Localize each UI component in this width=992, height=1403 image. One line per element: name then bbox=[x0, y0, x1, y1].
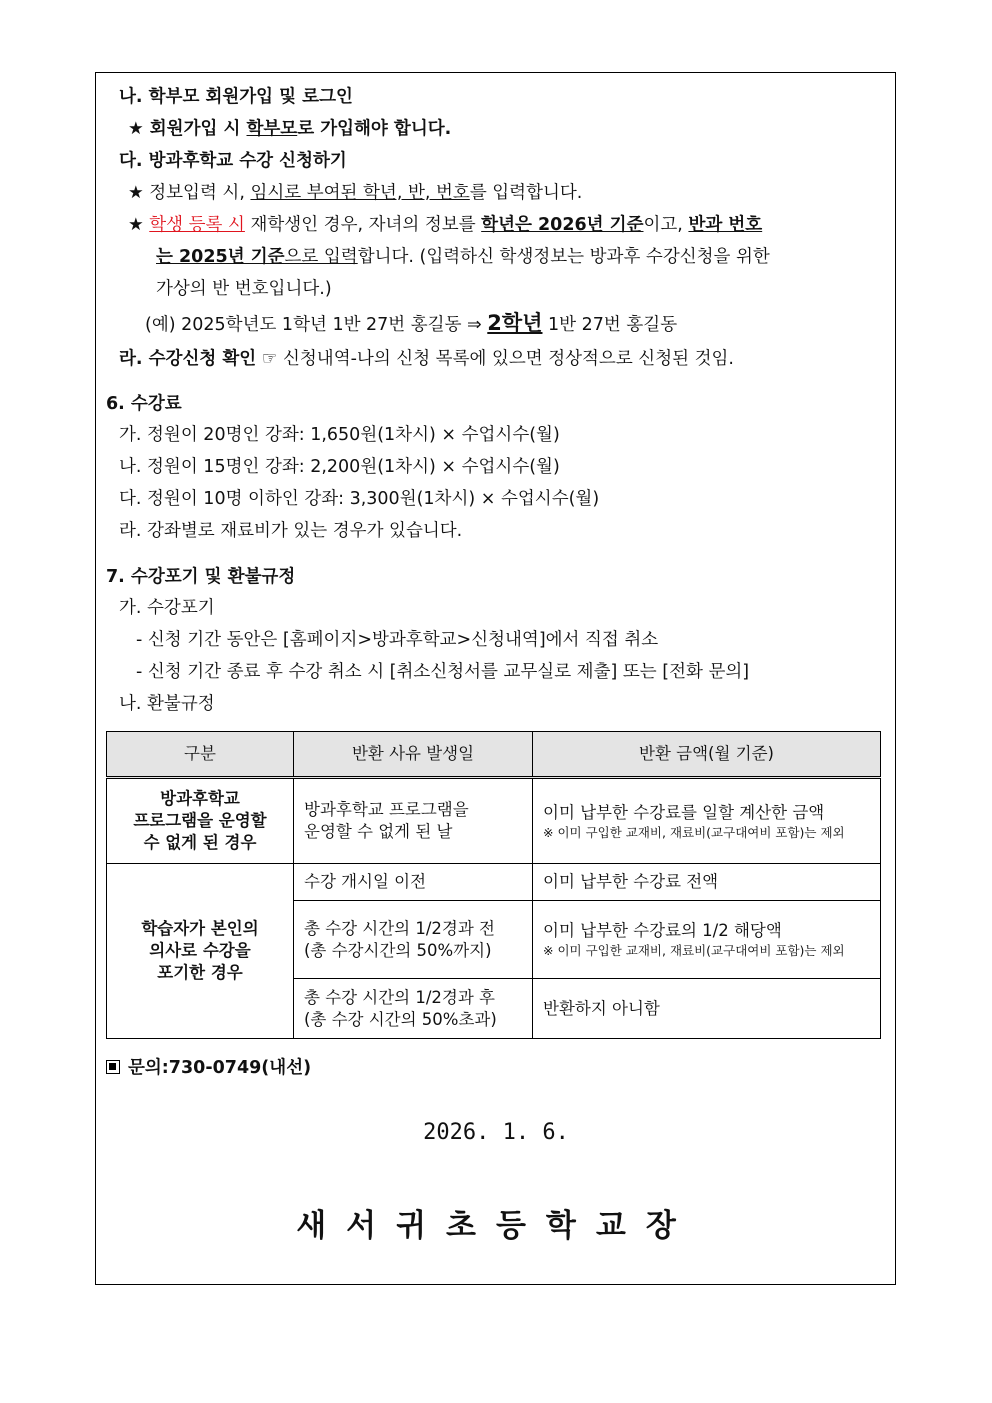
refund-table bbox=[106, 731, 881, 1039]
fee-item: 라. 강좌별로 재료비가 있는 경우가 있습니다. bbox=[119, 521, 463, 541]
document-date: 2026. 1. 6. bbox=[423, 1120, 569, 1145]
section-ra: 라. 수강신청 확인 ☞ 신청내역-나의 신청 목록에 있으면 정상적으로 신청된 것임. bbox=[119, 349, 734, 369]
fee-item: 나. 정원이 15명인 강좌: 2,200원(1차시) × 수업시수(월) bbox=[119, 457, 560, 477]
table-row bbox=[107, 778, 881, 864]
section7-title: 7. 수강포기 및 환불규정 bbox=[106, 567, 296, 587]
table-header: 반환 금액(월 기준) bbox=[533, 732, 881, 778]
section-da-star2-line2: 는 2025년 기준으로 입력합니다. (입력하신 학생정보는 방과후 수강신청을 위한 bbox=[156, 247, 770, 267]
refund-amount: 이미 납부한 수강료 전액 bbox=[533, 864, 881, 901]
table-header: 구분 bbox=[107, 732, 294, 778]
table-header-row bbox=[107, 732, 881, 778]
fee-item: 가. 정원이 20명인 강좌: 1,650원(1차시) × 수업시수(월) bbox=[119, 425, 560, 445]
refund-reason: 총 수강 시간의 1/2경과 전 (총 수강시간의 50%까지) bbox=[294, 901, 533, 979]
refund-amount-cell bbox=[533, 778, 881, 864]
section-na-title: 나. 학부모 회원가입 및 로그인 bbox=[119, 87, 353, 107]
section6-title: 6. 수강료 bbox=[106, 394, 182, 414]
refund-note: ※ 이미 구입한 교재비, 재료비(교구대여비 포함)는 제외 bbox=[543, 824, 845, 840]
square-bullet-icon bbox=[106, 1060, 120, 1074]
table-row bbox=[107, 864, 881, 901]
group-label: 방과후학교 프로그램을 운영할 수 없게 된 경우 bbox=[107, 778, 294, 864]
refund-note: ※ 이미 구입한 교재비, 재료비(교구대여비 포함)는 제외 bbox=[543, 943, 845, 958]
refund-reason: 방과후학교 프로그램을 운영할 수 없게 된 날 bbox=[294, 778, 533, 864]
refund-reason: 수강 개시일 이전 bbox=[294, 864, 533, 901]
refund-reason: 총 수강 시간의 1/2경과 후 (총 수강 시간의 50%초과) bbox=[294, 979, 533, 1039]
section-da-title: 다. 방과후학교 수강 신청하기 bbox=[119, 151, 347, 171]
fee-item: 다. 정원이 10명 이하인 강좌: 3,300원(1차시) × 수업시수(월) bbox=[119, 489, 600, 509]
section-da-example: (예) 2025학년도 1학년 1반 27번 홍길동 ⇒ 2학년 1반 27번 홍길동 bbox=[145, 311, 678, 335]
table-header: 반환 사유 발생일 bbox=[294, 732, 533, 778]
inquiry-line bbox=[106, 1054, 311, 1079]
signature: 새서귀초등학교장 bbox=[296, 1208, 696, 1244]
refund-amount: 이미 납부한 수강료의 1/2 해당액 bbox=[543, 921, 782, 940]
refund-amount-cell bbox=[533, 901, 881, 979]
refund-amount: 이미 납부한 수강료를 일할 계산한 금액 bbox=[543, 802, 825, 822]
inquiry-text: 문의:730-0749(내선) bbox=[128, 1058, 312, 1078]
section-da-star1: ★ 정보입력 시, 임시로 부여된 학년, 반, 번호를 입력합니다. bbox=[128, 183, 583, 203]
section7-na: 나. 환불규정 bbox=[119, 694, 215, 714]
section7-dash1: - 신청 기간 동안은 [홈페이지>방과후학교>신청내역]에서 직접 취소 bbox=[136, 630, 659, 650]
refund-amount: 반환하지 아니함 bbox=[533, 979, 881, 1039]
section7-ga: 가. 수강포기 bbox=[119, 598, 215, 618]
section7-dash2: - 신청 기간 종료 후 수강 취소 시 [취소신청서를 교무실로 제출] 또는 [전화 문의] bbox=[136, 662, 750, 682]
group-label: 학습자가 본인의 의사로 수강을 포기한 경우 bbox=[107, 864, 294, 1039]
section-da-star2-line3: 가상의 반 번호입니다.) bbox=[156, 279, 332, 299]
section-da-star2: ★ 학생 등록 시 재학생인 경우, 자녀의 정보를 학년은 2026년 기준이고, 반과 번호 bbox=[128, 215, 763, 235]
section-na-star: ★ 회원가입 시 학부모로 가입해야 합니다. bbox=[128, 119, 452, 139]
